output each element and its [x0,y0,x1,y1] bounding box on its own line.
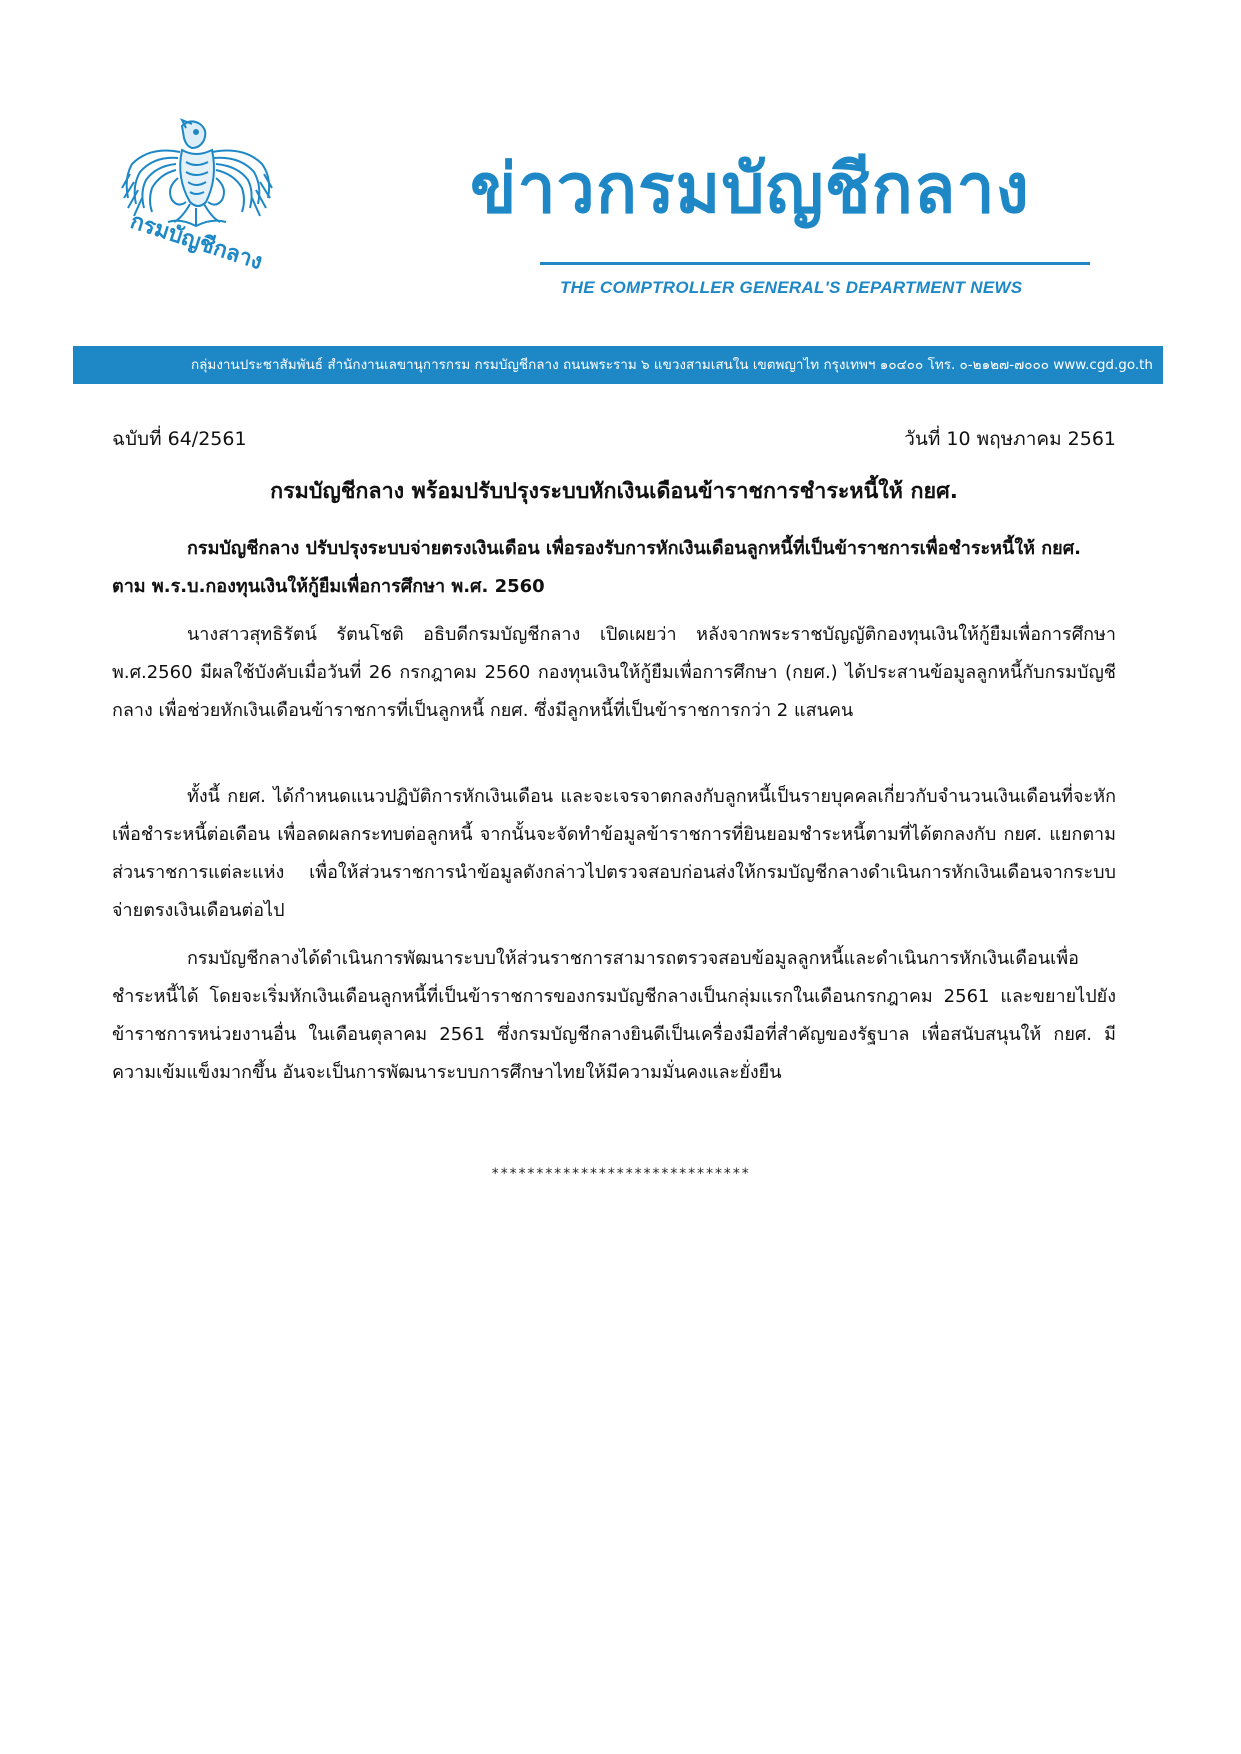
garuda-logo [120,118,285,278]
masthead-subtitle: THE COMPTROLLER GENERAL'S DEPARTMENT NEWS [560,278,1023,297]
contact-bar [73,346,1163,384]
masthead-divider [540,262,1090,265]
issue-date: วันที่ 10 พฤษภาคม 2561 [904,428,1116,450]
garuda-emblem-icon [120,118,285,278]
contact-text: กลุ่มงานประชาสัมพันธ์ สำนักงานเลขานุการกรม กรมบัญชีกลาง ถนนพระราม ๖ แขวงสามเสนใน เขตพญาไท กรุงเทพฯ ๑๐๔๐๐ โทร. ๐-๒๑๒๗-๗๐๐๐ www.cgd.go.th [190,357,1153,373]
lead-paragraph: กรมบัญชีกลาง ปรับปรุงระบบจ่ายตรงเงินเดือน เพื่อรองรับการหักเงินเดือนลูกหนี้ที่เป็นข้าราชการเพื่อชำระหนี้ให้ กยศ. ตาม พ.ร.บ.กองทุนเงินให้กู้ยืมเพื่อการศึกษา พ.ศ. 2560 [112,538,1081,597]
body-paragraph-3: กรมบัญชีกลางได้ดำเนินการพัฒนาระบบให้ส่วนราชการสามารถตรวจสอบข้อมูลลูกหนี้และดำเนินการหักเงินเดือนเพื่อชำระหนี้ได้ โดยจะเริ่มหักเงินเดือนลูกหนี้ที่เป็นข้าราชการของกรมบัญชีกลางเป็นกลุ่มแรกในเดือนกรกฎาคม 2561 และขยายไปยังข้าราชการหน่วยงานอื่น ในเดือนตุลาคม 2561 ซึ่งกรมบัญชีกลางยินดีเป็นเครื่องมือที่สำคัญของรัฐบาล เพื่อสนับสนุนให้ กยศ. มีความเข้มแข็งมากขึ้น อันจะเป็นการพัฒนาระบบการศึกษาไทยให้มีความมั่นคงและยั่งยืน [112,948,1116,1083]
headline: กรมบัญชีกลาง พร้อมปรับปรุงระบบหักเงินเดือนข้าราชการชำระหนี้ให้ กยศ. [270,479,958,504]
body-paragraph-1: นางสาวสุทธิรัตน์ รัตนโชติ อธิบดีกรมบัญชีกลาง เปิดเผยว่า หลังจากพระราชบัญญัติกองทุนเงินให้กู้ยืมเพื่อการศึกษา พ.ศ.2560 มีผลใช้บังคับเมื่อวันที่ 26 กรกฎาคม 2560 กองทุนเงินให้กู้ยืมเพื่อการศึกษา (กยศ.) ได้ประสานข้อมูลลูกหนี้กับกรมบัญชีกลาง เพื่อช่วยหักเงินเดือนข้าราชการที่เป็นลูกหนี้ กยศ. ซึ่งมีลูกหนี้ที่เป็นข้าราชการกว่า 2 แสนคน [112,624,1116,721]
body-paragraph-2: ทั้งนี้ กยศ. ได้กำหนดแนวปฏิบัติการหักเงินเดือน และจะเจรจาตกลงกับลูกหนี้เป็นรายบุคคลเกี่ยวกับจำนวนเงินเดือนที่จะหักเพื่อชำระหนี้ต่อเดือน เพื่อลดผลกระทบต่อลูกหนี้ จากนั้นจะจัดทำข้อมูลข้าราชการที่ยินยอมชำระหนี้ตามที่ได้ตกลงกับ กยศ. แยกตามส่วนราชการแต่ละแห่ง เพื่อให้ส่วนราชการนำข้อมูลดังกล่าวไปตรวจสอบก่อนส่งให้กรมบัญชีกลางดำเนินการหักเงินเดือนจากระบบจ่ายตรงเงินเดือนต่อไป [112,786,1116,921]
end-mark: ***************************** [491,1166,750,1182]
masthead-title: ข่าวกรมบัญชีกลาง [470,150,1030,229]
issue-date-row [112,424,1116,454]
logo-text: กรมบัญชีกลาง [127,208,266,276]
issue-number: ฉบับที่ 64/2561 [112,428,247,450]
